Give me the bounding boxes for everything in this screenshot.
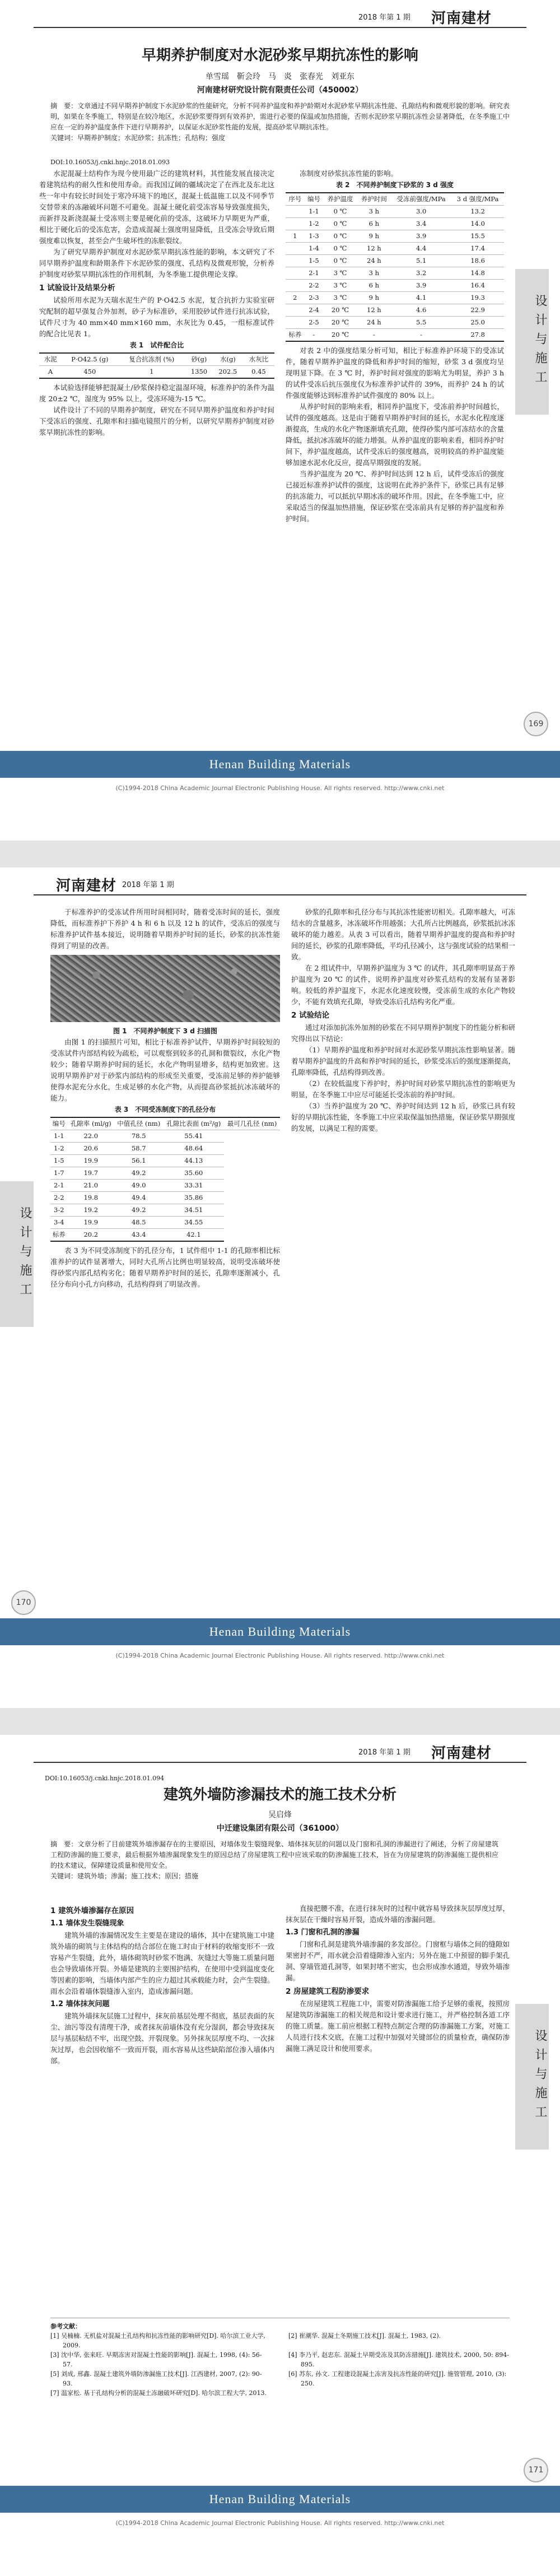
table-cell: 12 h [357, 243, 391, 255]
reference-item: [5] 刘成, 邢鑫. 混凝土建筑外墙防渗漏施工技术[J]. 江西建材, 2007, (2): 90-93. [50, 2370, 262, 2387]
paragraph: 为了研究早期养护制度对水泥砂浆早期抗冻性能的影响，本文研究了不同早期养护温度和龄期条件下水泥砂浆的强度、孔结构及微观形貌，分析养护制度对砂浆早期抗冻性的作用机制，为冬季施工提供理论支撑。 [39, 248, 274, 279]
table-cell [286, 317, 305, 329]
table-cell: 3 ℃ [323, 292, 357, 304]
table-row [286, 329, 504, 342]
table-cell: - [305, 329, 324, 342]
article-title: 早期养护制度对水泥砂浆早期抗冻性的影响 [141, 47, 418, 64]
doi: DOI:10.16053/j.cnki.hnjc.2018.01.093 [50, 159, 170, 166]
table-cell: 3.4 [391, 218, 451, 230]
table-cell: 0 ℃ [323, 243, 357, 255]
section-heading: 1 试验设计及结果分析 [39, 284, 115, 293]
journal-name: 河南建材 [56, 878, 117, 894]
section-side-tab: 设计与施工 [0, 1181, 34, 1327]
table-cell: 13.2 [451, 206, 504, 218]
table-cell: 1-1 [50, 1130, 68, 1143]
table3-table [50, 1117, 280, 1242]
table-cell [286, 255, 305, 267]
article-keywords: 关键词：早期养护制度；水泥砂浆；抗冻性；孔结构；强度 [50, 134, 226, 142]
column-left [50, 907, 280, 1585]
table-cell: 33.31 [164, 1180, 225, 1192]
table-cell: 0 ℃ [323, 230, 357, 243]
issue-label: 2018 年第 1 期 [358, 1748, 410, 1757]
column-left [39, 168, 274, 728]
table-cell: 1 [118, 366, 185, 379]
paragraph: 在 2 组试件中，早期养护温度为 3 ℃ 的试件，其孔隙率明显高于养护温度为 20 ℃ 的试件，说明养护温度对砂浆孔结构的发展有显著影响。较低的养护温度下，水泥水化速度较慢，受冻前生成的水化产物较少，不能有效填充孔隙，导致受冻后孔结构劣化严重。 [291, 964, 515, 1006]
article-keywords: 关键词：建筑外墙；渗漏；施工技术；原因；措施 [50, 1872, 199, 1880]
footer-banner: Henan Building Materials [0, 2486, 560, 2513]
paragraph: （1）早期养护温度和养护时间对水泥砂浆早期抗冻性影响显著。随着早期养护温度的升高和养护时间的延长，砂浆受冻后的强度逐渐提高，孔隙率降低，孔结构得到改善。 [291, 1046, 515, 1076]
table-cell [286, 206, 305, 218]
section-heading: 1.1 墙体发生裂缝现象 [50, 1919, 124, 1928]
table-cell: 1-4 [305, 243, 324, 255]
table-cell [286, 280, 305, 292]
table-cell: 3.9 [391, 280, 451, 292]
table-row [286, 230, 504, 243]
paragraph: 建筑外墙抹灰层施工过程中，抹灰前基层处理不彻底，基层表面的灰尘、油污等没有清理干净，或者抹灰前墙体没有充分湿润，都会导致抹灰层与基层粘结不牢，出现空鼓、开裂现象。另外抹灰层厚度不均、一次抹灰过厚，也会因收缩不一致而开裂，雨水容易从这些缺陷部位渗入墙体内部。 [50, 2012, 274, 2065]
table-cell: 48.5 [114, 1217, 164, 1229]
table-cell [286, 218, 305, 230]
table-cell [286, 304, 305, 317]
article-authors: 单雪瑶 靳会玲 马 炎 张春光 刘亚东 [206, 72, 354, 81]
table-header-cell: 3 d 强度/MPa [451, 193, 504, 206]
table-cell: 标养 [50, 1229, 68, 1242]
table-row [50, 1217, 280, 1229]
table-row [286, 218, 504, 230]
table-row [50, 1130, 280, 1143]
table-cell: 1-3 [305, 230, 324, 243]
table-cell: 2-2 [50, 1192, 68, 1204]
table-cell: 44.13 [164, 1155, 225, 1167]
table-cell: 3 h [357, 267, 391, 280]
table-row [50, 1229, 280, 1242]
table-cell: 2-1 [50, 1180, 68, 1192]
table-cell: 9 h [357, 230, 391, 243]
footer-banner: Henan Building Materials [0, 1618, 560, 1645]
section-heading: 2 房屋建筑工程防渗要求 [286, 1987, 370, 1996]
table-cell: 202.5 [213, 366, 243, 379]
reference-item: [3] 沈中华, 张来旺. 早期冻害对混凝土性能的影响[J]. 混凝土, 1998, (4): 56-57. [50, 2351, 262, 2368]
table-cell: 2-2 [305, 280, 324, 292]
table-row [286, 243, 504, 255]
table-cell: 1 [286, 230, 305, 243]
table-cell: 20 ℃ [323, 304, 357, 317]
table-row [286, 280, 504, 292]
table-cell: 21.0 [68, 1180, 114, 1192]
table-cell: 1-5 [50, 1155, 68, 1167]
table-cell: 49.0 [114, 1180, 164, 1192]
table-cell: 4.6 [391, 304, 451, 317]
table-cell: 1-5 [305, 255, 324, 267]
table-cell: 2 [286, 292, 305, 304]
table-cell: 20 ℃ [323, 317, 357, 329]
paragraph: 试件设计了不同的早期养护制度，研究在不同早期养护温度和养护时间下受冻后的强度、孔隙率和扫描电镜照片的分析，以研究早期养护制度对砂浆早期抗冻性的影响。 [39, 406, 274, 437]
reference-item: [2] 崔潮华. 混凝土冬期施工技术[J]. 混凝土, 1983, (2). [288, 2332, 441, 2340]
table-header-cell: 养护时间 [357, 193, 391, 206]
table-cell: 2-4 [305, 304, 324, 317]
paragraph: 砂浆的孔隙率和孔径分布与其抗冻性能密切相关。孔隙率越大，可冻结水的含量越多，冰冻破坏作用越强；大孔所占比例越高，砂浆抵抗冰冻破坏的能力越差。从表 3 可以看出，随着早期养护温度的提高和养护时间的延长，砂浆的孔隙率降低，平均孔径减小，这与强度试验的结果相一致。 [291, 908, 515, 961]
table-cell: 1-7 [50, 1167, 68, 1180]
table-row [50, 1155, 280, 1167]
table-row [286, 267, 504, 280]
table-row [50, 1192, 280, 1204]
references-title: 参考文献： [50, 2323, 81, 2330]
paragraph: 对表 2 中的强度结果分析可知，相比于标准养护环境下的受冻试件，随着早期养护温度的降低和养护时间的缩短，砂浆 3 d 强度均呈现明显下降。在 3 ℃ 时，养护时间对强度的影响尤为明显，养护 3 h 的试件受冻后抗压强度仅为标准养护试件的 39%，而养护 24 h 的试件强度能够达到标准养护试件强度的 80% 以上。 [286, 346, 504, 400]
column-right [291, 907, 515, 1585]
table-cell: 34.51 [164, 1204, 225, 1217]
table-cell: 5.5 [391, 317, 451, 329]
table-cell: 3 ℃ [323, 280, 357, 292]
table-cell: 42.1 [164, 1229, 225, 1242]
table-cell: 0.45 [243, 366, 274, 379]
table-cell: 24 h [357, 317, 391, 329]
caption: 表 2 不同养护制度下砂浆的 3 d 强度 [335, 181, 454, 189]
paragraph: 门窗和孔洞是建筑外墙渗漏的多发部位。门窗框与墙体之间的缝隙如果密封不严，雨水就会沿着缝隙渗入室内；另外在施工中预留的脚手架孔洞、穿墙管道孔洞等，如果封堵不密实，也会形成渗水通道，导致外墙渗漏。 [286, 1940, 510, 1982]
table-cell: 12 h [357, 304, 391, 317]
copyright: (C)1994-2018 China Academic Journal Electronic Publishing House. All rights reserved. http://www.cnki.net [115, 2519, 445, 2527]
section-heading: 1.2 墙体抹灰问题 [50, 2000, 110, 2008]
paragraph: 水泥混凝土结构作为现今使用最广泛的建筑材料，其性能发展直接决定着建筑结构的耐久性和使用寿命。而我国辽阔的疆域决定了在西北及东北这些一年中有较长时间处于寒冷环境下的地区，混凝土低温施工以及不同季节交替带来的冻融破坏问题不可避免。混凝土硬化前受冻容易导致强度损失，而新拌及新浇混凝土受冻则主要是硬化前的受冻，这破坏力早期更为严重，相比于硬化后的受冻危害，会造成混凝土强度明显降低，且受冻会导致后期强度难以恢复，甚至会产生破坏性的冻胀裂纹。 [39, 169, 274, 245]
table-cell: 35.60 [164, 1167, 225, 1180]
table-cell: 25.0 [451, 317, 504, 329]
table-cell [286, 267, 305, 280]
page-169 [0, 0, 560, 841]
table-header-cell: 孔隙率 (ml/g) [68, 1117, 114, 1130]
table-cell: 5.1 [391, 255, 451, 267]
table-header-cell: 水泥 [39, 353, 62, 366]
paragraph: 从养护时间的影响来看，相同养护温度下，受冻前养护时间越长，试件的强度越高。这是由于随着早期养护时间的延长，水泥水化程度逐渐提高，生成的水化产物逐渐填充孔隙，使得砂浆内部可冻结水的含量降低，抵抗冰冻破坏的能力增强。从养护温度的影响来看，相同养护时间下，养护温度越高，试件受冻后的强度越高，说明较高的养护温度能够加速水泥水化反应，提高早期强度的发展。 [286, 402, 504, 467]
table-row [50, 1180, 280, 1192]
article-abstract: 摘 要：文章分析了目前建筑外墙渗漏存在的主要原因，对墙体发生裂缝现象、墙体抹灰层的问题以及门窗和孔洞的渗漏进行了阐述，分析了房屋建筑工程防渗漏的施工要求，最后根据外墙渗漏现象发生的原因总结了房屋建筑工程中应该采取的防渗漏施工技术，旨在为房屋建筑的防渗漏施工提供相应的技术建议，保障建设质量和使用安全。 关键词：建筑外墙；渗漏；施工技术；原因；措施 [50, 1839, 498, 1882]
column-right [286, 1903, 510, 2306]
table-cell: 4.4 [391, 243, 451, 255]
table-row [286, 317, 504, 329]
table-cell: 56.1 [114, 1155, 164, 1167]
table-cell: 1350 [185, 366, 213, 379]
table-cell: 0 ℃ [323, 206, 357, 218]
table-cell: 14.0 [451, 218, 504, 230]
table-cell: 19.9 [68, 1155, 114, 1167]
table-cell: 0 ℃ [323, 218, 357, 230]
table-cell: - [391, 329, 451, 342]
page-header [0, 1742, 560, 1767]
table-header-cell: 砂(g) [185, 353, 213, 366]
table-row [50, 1143, 280, 1155]
table-header-cell: 养护温度 [323, 193, 357, 206]
table-cell: 35.86 [164, 1192, 225, 1204]
table-cell: 49.2 [114, 1167, 164, 1180]
paragraph: （3）当养护温度为 20 ℃、养护时间达到 12 h 后，砂浆已具有较好的早期抗冻性能，冬季施工中应采取保温加热措施，保证砂浆早期强度的发展，以满足工程的需要。 [291, 1102, 515, 1132]
article-author: 吴启烽 [268, 1811, 292, 1820]
table-cell: 3.0 [391, 206, 451, 218]
copyright: (C)1994-2018 China Academic Journal Electronic Publishing House. All rights reserved. http://www.cnki.net [115, 785, 445, 792]
table-cell [286, 243, 305, 255]
table-cell: 22.0 [68, 1130, 114, 1143]
table-cell: 19.7 [68, 1167, 114, 1180]
paragraph: 试验所用水泥为天瑞水泥生产的 P·O42.5 水泥，复合抗折力实验室研究配制的超早强复合外加剂，砂子为标准砂，采用胶砂试件进行抗冻试验，试件尺寸为 40 mm×40 mm×160 mm，水灰比为 0.45，一组标准试件的配合比见表 1。 [39, 296, 274, 338]
caption: 表 1 试件配合比 [129, 341, 184, 349]
section-heading: 1 建筑外墙渗漏存在原因 [50, 1906, 134, 1915]
table-row [39, 366, 274, 379]
reference-item: [1] 吴楠楠. 无机盐对混凝土孔结构和抗冻性能的影响研究[D]. 哈尔滨工业大学, 2009. [50, 2332, 265, 2349]
table-cell: 78.5 [114, 1130, 164, 1143]
paragraph: 由图 1 的扫描照片可知，相比于标准养护试件，早期养护时间较短的受冻试件内部结构较为疏松，可以观察到较多的孔洞和微裂纹，水化产物较少；随着早期养护时间的延长，水化产物明显增多，结构更加致密。这说明早期养护对于砂浆内部结构的形成至关重要，受冻前足够的养护能够使得水泥充分水化，生成足够的水化产物，从而提高砂浆抵抗冰冻破坏的能力。 [50, 1038, 280, 1102]
article-title: 建筑外墙防渗漏技术的施工技术分析 [163, 1786, 396, 1803]
journal-name: 河南建材 [431, 1745, 492, 1762]
table-cell: 0 ℃ [323, 255, 357, 267]
table-cell: 22.9 [451, 304, 504, 317]
table-cell: 20 ℃ [323, 329, 357, 342]
table-cell: 20.6 [68, 1143, 114, 1155]
table-cell: 3-4 [50, 1217, 68, 1229]
paragraph: 表 3 为不同受冻制度下的孔径分布，1 试件组中 1-1 的孔隙率相比标准养护的试件显著增大，同时大孔所占比例也明显较高，说明受冻破坏使得砂浆内部孔结构劣化；随着早期养护时间的延长，孔隙率逐渐减小，孔径分布向小孔方向移动，孔结构得到了明显改善。 [50, 1246, 280, 1288]
article-abstract: 摘 要：文章通过不同早期养护制度下水泥砂浆的性能研究，分析不同养护温度和养护龄期对水泥砂浆早期抗冻性能、孔隙结构和微观形貌的影响。研究表明，如果在冬季施工，特别是在较冷地区，水泥砂浆要得到有效养护，需进行必要的保温或加热措施，否则水泥砂浆早期抗冻性会显著降低，在冬季施工中应在一定的养护温度条件下进行早期养护，以保证水泥砂浆性能的发展，提高砂浆早期抗冻性。 关键词：早期养护制度；水泥砂浆；抗冻性；孔结构；强度 [50, 101, 510, 143]
table-cell: 14.8 [451, 267, 504, 280]
table-cell: 3 h [357, 206, 391, 218]
caption: 表 3 不同受冻制度下的孔径分布 [114, 1106, 216, 1113]
copyright: (C)1994-2018 China Academic Journal Electronic Publishing House. All rights reserved. http://www.cnki.net [115, 1652, 445, 1659]
table-cell: 24 h [357, 255, 391, 267]
table-cell: 3-2 [50, 1204, 68, 1217]
table-cell: 27.8 [451, 329, 504, 342]
table-cell: 19.2 [68, 1204, 114, 1217]
table-cell: 34.55 [164, 1217, 225, 1229]
table-row [286, 304, 504, 317]
table-cell: 19.9 [68, 1217, 114, 1229]
table-cell: 3.9 [391, 230, 451, 243]
table-row [50, 1204, 280, 1217]
section-heading: 2 试验结论 [291, 1011, 330, 1020]
reference-item: [4] 李乃平, 赵忠东. 混凝土早期受冻及其防冻措施[J]. 建筑技术, 2000, 50: 894-895. [288, 2351, 509, 2368]
page-170 [0, 867, 560, 1708]
sem-image [50, 955, 280, 1022]
table-header-cell: 水灰比 [243, 353, 274, 366]
table2-table [286, 192, 504, 342]
table-cell: 1-2 [50, 1143, 68, 1155]
section-side-tab: 设计与施工 [515, 2004, 549, 2150]
page-header [0, 7, 560, 33]
column-right [286, 168, 504, 728]
table-cell: 4.1 [391, 292, 451, 304]
table-cell: 1-1 [305, 206, 324, 218]
table-cell: 18.6 [451, 255, 504, 267]
table-header-cell: P·O42.5 (g) [62, 353, 118, 366]
paragraph: 通过对添加抗冻外加剂的砂浆在不同早期养护制度下的性能分析和研究得出以下结论： [291, 1023, 515, 1043]
table-cell: 标养 [286, 329, 305, 342]
table-cell: 1-2 [305, 218, 324, 230]
reference-item: [7] 温家松. 基于孔结构分析的混凝土冻融破坏研究[D]. 哈尔滨工程大学, 2013. [50, 2389, 267, 2397]
table-cell: 9 h [357, 292, 391, 304]
table-cell: 450 [62, 366, 118, 379]
table-cell: 3 ℃ [323, 267, 357, 280]
paragraph: 本试验选择能够把混凝土/砂浆保持稳定温湿环境，标准养护的条件为温度 20±2 ℃，湿度为 95% 以上，受冻环境为-15 ℃。 [39, 383, 274, 403]
paragraph: （2）在较低温度下养护时，养护时间对砂浆早期抗冻性的影响更为明显，在冬季施工中应尽可能延长受冻前的养护时间。 [291, 1079, 515, 1099]
table-header-cell: 中值孔径 (nm) [114, 1117, 164, 1130]
page-number: 170 [11, 1590, 36, 1615]
page-number: 171 [524, 2458, 548, 2482]
table-header-cell: 序号 [286, 193, 305, 206]
issue-label: 2018 年第 1 期 [358, 13, 410, 22]
table-cell: 2-3 [305, 292, 324, 304]
page-number: 169 [524, 712, 548, 736]
issue-label: 2018 年第 1 期 [122, 881, 174, 889]
table-cell: 48.64 [164, 1143, 225, 1155]
table-header-cell: 最可几孔径 (nm) [224, 1117, 280, 1130]
table-row [286, 206, 504, 218]
table-row [286, 292, 504, 304]
table-header-cell: 受冻前强度/MPa [391, 193, 451, 206]
section-side-tab: 设计与施工 [515, 269, 549, 415]
table-cell: 43.4 [114, 1229, 164, 1242]
caption: 图 1 不同养护制度下 3 d 扫描图 [113, 1027, 217, 1035]
table-header-cell: 编号 [50, 1117, 68, 1130]
journal-name: 河南建材 [431, 10, 492, 27]
table1-table [39, 352, 274, 379]
article-affiliation: 中迁建设集团有限公司（361000） [216, 1824, 344, 1833]
paragraph: 于标准养护的受冻试件所用时间相同时，随着受冻时间的延长，强度降低，而标准养护下养护 4 h 和 6 h 以及 12 h 的试件，受冻后的强度与标准养护试件基本接近，说明随着早期养护时间的延长，砂浆的抗冻性能得到了明显的改善。 [50, 908, 280, 950]
column-left [50, 1903, 274, 2306]
paragraph: 冻制度对砂浆抗冻性能的影响。 [300, 169, 398, 178]
section-heading: 1.3 门窗和孔洞的渗漏 [286, 1928, 360, 1937]
paragraph: 当养护温度为 20 ℃、养护时间达到 12 h 后，试件受冻后的强度已接近标准养护试件的强度，这说明在此养护条件下，砂浆已具有足够的抗冻能力，可以抵抗早期冰冻的破坏作用。因此，在冬季施工中，应采取适当的保温加热措施，保证砂浆在受冻前具有足够的养护温度和养护时间。 [286, 470, 504, 523]
article-affiliation: 河南建材研究设计院有限责任公司（450002） [197, 86, 363, 95]
table-cell: 49.2 [114, 1204, 164, 1217]
table-cell: 19.3 [451, 292, 504, 304]
table-cell: 3.2 [391, 267, 451, 280]
table-header-cell: 孔隙比表面 (m²/g) [164, 1117, 225, 1130]
paragraph: 在房屋建筑工程施工中，需要对防渗漏施工给予足够的重视，按照房屋建筑防渗漏施工的相关规范和设计要求进行施工，并严格控制各道工序的施工质量。施工前应根据工程特点制定合理的防渗漏施工方案，对施工人员进行技术交底，在施工过程中加强对关键部位的质量检查，确保防渗漏施工满足设计和使用要求。 [286, 1999, 510, 2053]
table-cell: 19.8 [68, 1192, 114, 1204]
table-cell: 58.7 [114, 1143, 164, 1155]
table-header-cell: 编号 [305, 193, 324, 206]
table-cell: 20.2 [68, 1229, 114, 1242]
table-cell: 15.5 [451, 230, 504, 243]
table-cell: 6 h [357, 280, 391, 292]
footer-banner: Henan Building Materials [0, 751, 560, 778]
table-cell: 16.4 [451, 280, 504, 292]
table-row [50, 1167, 280, 1180]
page-171 [0, 1735, 560, 2576]
table-cell: 55.41 [164, 1130, 225, 1143]
table-cell: 17.4 [451, 243, 504, 255]
table-cell: 2-5 [305, 317, 324, 329]
doi: DOI:10.16053/j.cnki.hnjc.2018.01.094 [45, 1775, 165, 1782]
table-cell: 49.4 [114, 1192, 164, 1204]
table-cell: 2-1 [305, 267, 324, 280]
table-header-cell: 水(g) [213, 353, 243, 366]
table-row [286, 255, 504, 267]
table-cell: A [39, 366, 62, 379]
table-header-cell: 复合抗冻剂 (%) [118, 353, 185, 366]
paragraph: 直接把腰不准，在进行抹灰时的过程中就容易导致抹灰层厚度过厚，抹灰层在干燥时容易开裂，造成外墙的渗漏问题。 [286, 1904, 510, 1924]
page-header [0, 874, 560, 900]
reference-item: [6] 苏东, 孙文. 工程建设混凝土冻害及抗冻性能的研究[J]. 施管管理, 2010, (3): 250. [288, 2370, 507, 2387]
table-cell: 6 h [357, 218, 391, 230]
references [50, 2318, 510, 2398]
paragraph: 建筑外墙的渗漏情况发生主要是在建设的墙体，其中在建筑施工中建筑外墙的砌筑与主体结构的结合部位在施工时由于材料的收缩变形不一致容易产生裂缝，此外，墙体砌筑时砂浆不饱满、灰缝过大等施工质量问题也会导致墙体开裂。外墙是建筑的主要围护结构，在使用中受到温度变化等因素的影响，当墙体内部产生的应力超过其承载能力时，会产生裂缝。雨水会沿着墙体裂缝渗入室内，造成渗漏问题。 [50, 1931, 274, 1995]
table-cell: - [357, 329, 391, 342]
